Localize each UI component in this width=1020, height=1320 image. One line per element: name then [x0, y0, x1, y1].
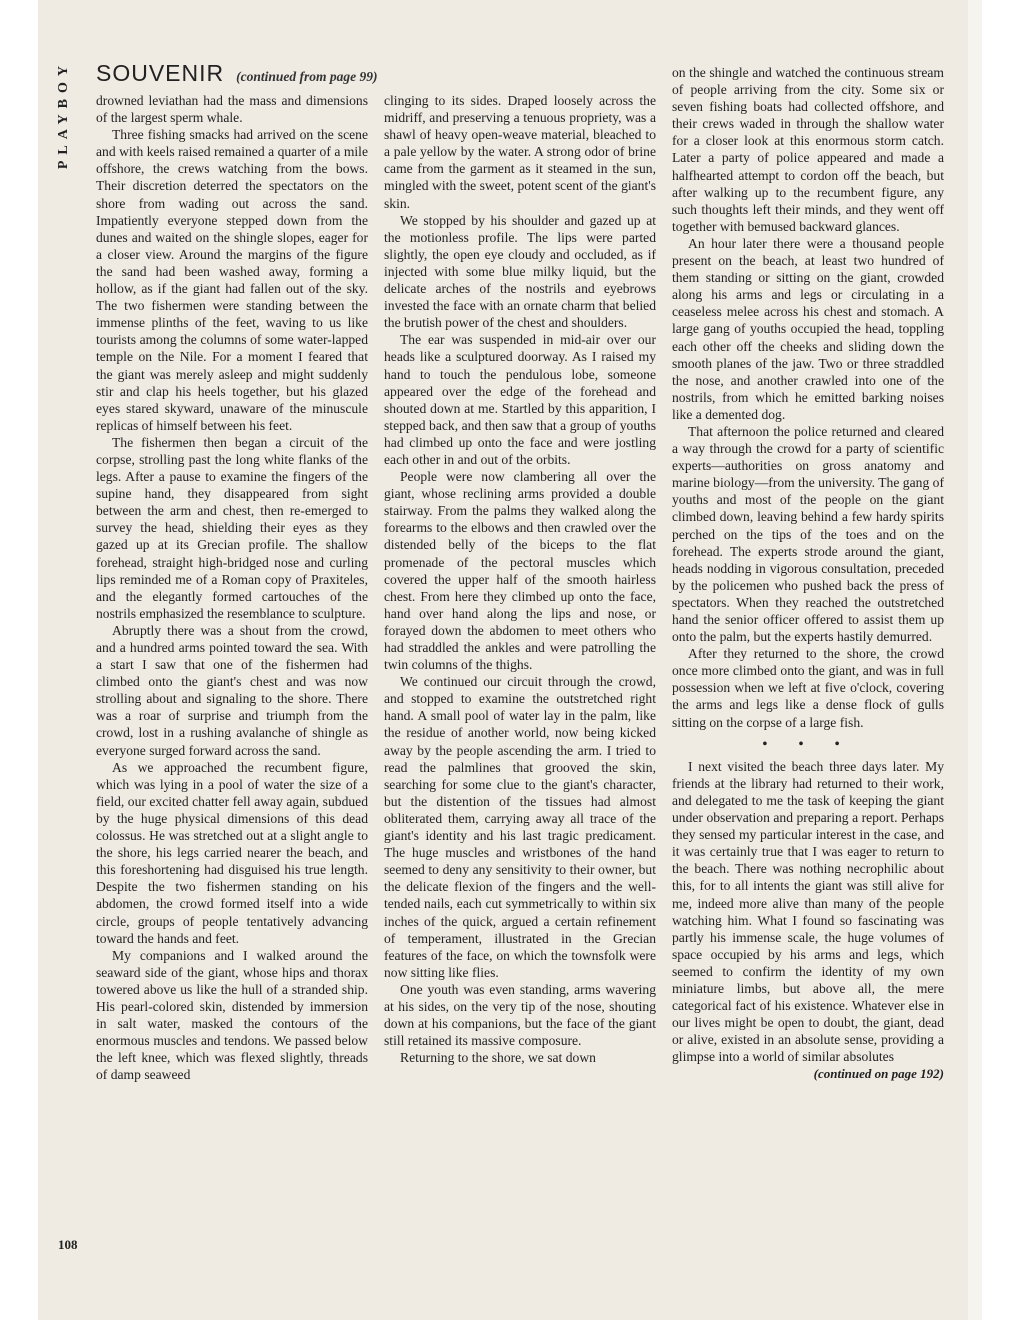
paragraph: The ear was suspended in mid-air over our heads like a sculptured doorway. As I raised my hand to touch the pendulous lobe, someone appeared over the edge of the forehead and shouted down at me. Startled by this apparition, I stepped back, and then saw that a group of youths had climbed up onto the face and were jostling each other in and out of the orbits.: [384, 332, 656, 467]
section-separator: • • •: [762, 735, 854, 751]
paragraph: After they returned to the shore, the crowd once more climbed onto the giant, and was in full possession when we left at five o'clock, covering the arms and legs like a dense flock of gulls sitting on the corpse of a large fish.: [672, 646, 944, 730]
page-number: 108: [58, 1237, 78, 1252]
paragraph: People were now clambering all over the giant, whose reclining arms provided a double stairway. From the palms they walked along the forearms to the elbows and then crawled over the distended belly of the biceps to the flat promenade of the pectoral muscles which covered the upper half of the smooth hairless chest. From here they climbed up onto the face, hand over hand along the lips and nose, or forayed down the abdomen to meet others who had straddled the ankles and were patrolling the twin columns of the thighs.: [384, 469, 656, 673]
paragraph: We stopped by his shoulder and gazed up at the motionless profile. The lips were parted slightly, the open eye cloudy and occluded, as if injected with some blue milky liquid, but the delicate arches of the nostrils and eyebrows invested the face with an ornate charm that belied the brutish power of the chest and shoulders.: [384, 212, 656, 331]
paragraph: We continued our circuit through the crowd, and stopped to examine the outstretched right hand. A small pool of water lay in the palm, like the residue of another world, now being kicked away by the people ascending the arm. I tried to read the palmlines that grooved the skin, searching for some clue to the giant's character, but the distention of the tissues had almost obliterated them, carrying away all trace of the giant's identity and his last tragic predicament. The huge muscles and wristbones of the hand seemed to deny any sensitivity to their owner, but the delicate flexion of the fingers and the well-tended nails, each cut symmetrically to within six inches of the quick, argued a certain refinement of temperament, illustrated in the Grecian features of the face, on which the townsfolk were now sitting like flies.: [384, 674, 656, 980]
paragraph: The fishermen then began a circuit of the corpse, strolling past the long white flanks of the legs. After a pause to examine the fingers of the supine hand, they disappeared from sight between the arm and chest, then re-emerged to survey the head, shielding their eyes as they gazed up at its Grecian profile. The shallow forehead, straight high-bridged nose and curling lips reminded me of a Roman copy of Praxiteles, and the elegantly formed cartouches of the nostrils emphasized the resemblance to sculpture.: [96, 434, 368, 621]
paragraph: on the shingle and watched the continuous stream of people arriving from the city. Some six or seven fishing boats had collected offshore, and their crews waded in through the shallow water for a closer look at this enormous storm catch. Later a party of police appeared and made a halfhearted attempt to cordon off the beach, but after walking up to the recumbent figure, any such thoughts left their minds, and they went off together with bemused backward glances.: [672, 65, 944, 234]
text-column-1: [96, 92, 368, 1083]
continued-from-note: (continued from page 99): [236, 69, 378, 84]
paragraph: Returning to the shore, we sat down: [400, 1050, 596, 1066]
text-column-3: [672, 64, 944, 1083]
paragraph: clinging to its sides. Draped loosely across the midriff, and preserving a tenuous propriety, was a shawl of heavy open-weave material, bleached to a pale yellow by the water. A strong odor of brine came from the garment as it steamed in the sun, mingled with the sweet, potent scent of the giant's skin.: [384, 93, 656, 211]
text-column-2: [384, 92, 656, 1066]
page-edge: [968, 0, 982, 1320]
continued-on-note: (continued on page 192): [813, 1066, 944, 1082]
paragraph: drowned leviathan had the mass and dimensions of the largest sperm whale.: [96, 93, 368, 126]
masthead-playboy: PLAYBOY: [56, 60, 71, 170]
magazine-page: [38, 0, 982, 1320]
paragraph: An hour later there were a thousand people present on the beach, at least two hundred of them standing or sitting on the giant, crowded along his arms and legs or circulating in a ceaseless melee across his chest and stomach. A large gang of youths occupied the head, toppling each other off the cheeks and sliding down the smooth planes of the jaw. Two or three straddled the nose, and another crawled into one of the nostrils, from which he emitted barking noises like a demented dog.: [672, 235, 944, 422]
paragraph: That afternoon the police returned and cleared a way through the crowd for a party of scientific experts—authorities on gross anatomy and marine biology—from the university. The gang of youths and most of the people on the giant climbed down, leaving behind a few hardy spirits perched on the tips of the toes and on the forehead. The experts strode around the giant, heads nodding in vigorous consultation, preceded by the policemen who pushed back the press of spectators. When they reached the outstretched hand the senior officer offered to assist them up onto the palm, but the experts hastily demurred.: [672, 423, 944, 645]
article-heading: [96, 60, 378, 92]
paragraph: I next visited the beach three days later. My friends at the library had returned to their work, and delegated to me the task of keeping the giant under observation and preparing a report. Perhaps they sensed my particular interest in the case, and it was certainly true that I was eager to return to the beach. There was nothing necrophilic about this, for to all intents the giant was still alive for me, indeed more alive than many of the people watching him. What I found so fascinating was partly his immense scale, the huge volumes of space occupied by his arms and legs, which seemed to confirm the identity of my own miniature limbs, but above all, the mere categorical fact of his existence. Whatever else in our lives might be open to doubt, the giant, dead or alive, existed in an absolute sense, providing a glimpse into a world of similar absolutes: [672, 758, 944, 1065]
paragraph: Three fishing smacks had arrived on the scene and with keels raised remained a quarter of a mile offshore, the crews watching from the bows. Their discretion deterred the spectators on the shore from wading out across the sand. Impatiently everyone stepped down from the dunes and waited on the shingle slopes, eager for a closer view. Around the margins of the figure the sand had been washed away, forming a hollow, as if the giant had fallen out of the sky. The two fishermen were standing between the immense plinths of the feet, waving to us like tourists among the columns of some water-lapped temple on the Nile. For a moment I feared that the giant was merely asleep and might suddenly stir and clap his heels together, but his glazed eyes stared skyward, unaware of the minuscule replicas of himself between his feet.: [96, 127, 368, 433]
paragraph: One youth was even standing, arms wavering at his sides, on the very tip of the nose, shouting down at his companions, but the face of the giant still retained its massive composure.: [384, 981, 656, 1049]
paragraph: My companions and I walked around the seaward side of the giant, whose hips and thorax towered above us like the hull of a stranded ship. His pearl-colored skin, distended by immersion in salt water, masked the contours of the enormous muscles and tendons. We passed below the left knee, which was flexed slightly, threads of damp seaweed: [96, 947, 368, 1083]
article-title: SOUVENIR: [96, 60, 225, 86]
paragraph: Abruptly there was a shout from the crowd, and a hundred arms pointed toward the sea. With a start I saw that one of the fishermen had climbed onto the giant's chest and was now strolling about and signaling to the shore. There was a roar of surprise and triumph from the crowd, lost in a rushing avalanche of shingle as everyone surged forward across the sand.: [96, 622, 368, 758]
paragraph: As we approached the recumbent figure, which was lying in a pool of water the size of a field, our excited chatter fell away again, subdued by the huge physical dimensions of this dead colossus. He was stretched out at a slight angle to the shore, his legs carried nearer the beach, and this foreshortening had disguised his true length. Despite the two fishermen standing on his abdomen, the crowd formed itself into a wide circle, groups of people tentatively advancing toward the hands and feet.: [96, 759, 368, 946]
